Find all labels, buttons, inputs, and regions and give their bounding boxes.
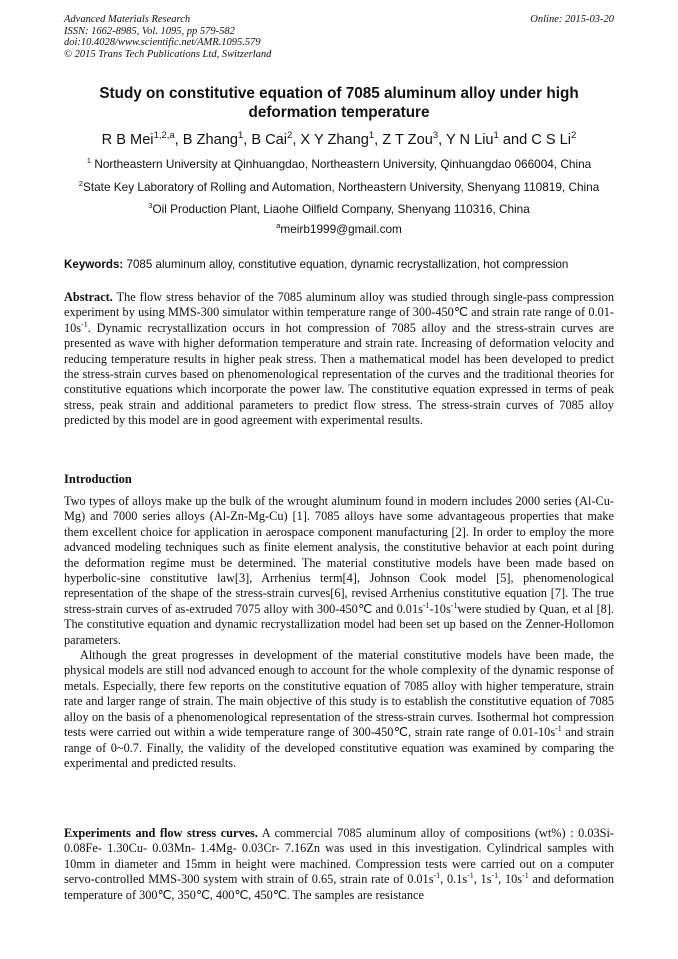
doi-line: doi:10.4028/www.scientific.net/AMR.1095.579 — [64, 37, 261, 49]
abstract-text: The flow stress behavior of the 7085 aluminum alloy was studied through single-pass compression experiment by using MMS-300 simulator within temperature range of 300-450℃ and strain rate range of 0.01-10s — [64, 290, 614, 335]
superscript: -1 — [522, 871, 529, 881]
author-separator: and — [498, 132, 532, 148]
affiliation-3 — [30, 202, 648, 216]
paragraph-text: were studied by Quan, et al [8]. The constitutive equation and dynamic recrystallization model had been set up based on the Zenner-Hollomon parameters. — [64, 601, 614, 647]
author-affiliation-mark: 1 — [368, 130, 375, 142]
affiliation-1 — [30, 157, 648, 171]
issn-line: ISSN: 1662-8985, Vol. 1095, pp 579-582 — [64, 25, 235, 37]
author-separator: , — [374, 132, 383, 148]
author-list — [30, 131, 648, 149]
author-affiliation-mark: 1 — [237, 130, 244, 142]
paragraph-text: , 0.1s — [440, 872, 468, 887]
introduction-section — [64, 494, 614, 771]
author-name: Z T Zou — [382, 132, 433, 148]
superscript: -1 — [422, 600, 430, 610]
superscript: -1 — [81, 319, 88, 329]
author-affiliation-mark: 1,2,a — [153, 130, 175, 142]
author-separator: , — [243, 132, 252, 148]
author-separator: , — [174, 132, 183, 148]
paragraph-text: and deformation temperature of 300℃, 350℃, 400℃, 450℃. The samples are resistance — [64, 872, 614, 902]
author-name: Y N Liu — [445, 132, 494, 148]
affiliation-text: Northeastern University at Qinhuangdao, Northeastern University, Qinhuangdao 066004, China — [91, 157, 592, 171]
experiments-section — [64, 826, 614, 903]
abstract — [64, 290, 614, 429]
introduction-heading: Introduction — [64, 472, 132, 486]
affiliation-number: 3 — [148, 201, 153, 211]
keywords — [64, 258, 624, 272]
keywords-text: 7085 aluminum alloy, constitutive equation, dynamic recrystallization, hot compression — [123, 258, 569, 271]
author-name: B Zhang — [182, 132, 238, 148]
superscript: -1 — [491, 871, 499, 881]
abstract-label: Abstract. — [64, 290, 113, 304]
author-affiliation-mark: 2 — [287, 130, 293, 142]
paragraph-text: -10s — [429, 601, 451, 616]
experiments-heading: Experiments and flow stress curves. — [64, 826, 258, 840]
author-affiliation-mark: 3 — [432, 130, 439, 142]
journal-header — [64, 14, 271, 60]
paragraph-text: Although the great progresses in development of the material constitutive models have been made, the physical models are still nod advanced enough to account for the whole complexity of the dynamic response of metals. Especially, there few reports on the constitutive equation of 7085 alloy with higher temperature, strain rate and larger range of strain. The main objective of this study is to establish the constitutive equation of 7085 alloy on the basis of a phenomenological representation of the stress-strain curves. Isothermal hot compression tests were carried out within a wide temperature range of 300-450℃, strain rate range of 0.01-10s — [64, 648, 614, 740]
paragraph-text: , 10s — [498, 872, 523, 887]
affiliation-text: Oil Production Plant, Liaohe Oilfield Company, Shenyang 110316, China — [152, 202, 530, 216]
abstract-text: . Dynamic recrystallization occurs in hot compression of 7085 alloy and the stress-strain curves are presented as wave with higher deformation temperature and strain rate. Increasing of deformation velocity and reducing temperature results in higher peak stress. Then a mathematical model has been developed to predict the stress-strain curves based on phenomenological representation of the curves and the traditional theories for constitutive equations which incorporate the power law. The constitutive equation expressed in terms of peak stress, peak strain and additional parameters to predict flow stress. The stress-strain curves of 7085 alloy predicted by this model are in good agreement with experimental results. — [64, 320, 614, 428]
affiliation-number: 1 — [86, 156, 92, 166]
author-separator: , — [438, 132, 446, 148]
affiliation-text: State Key Laboratory of Rolling and Automation, Northeastern University, Shenyang 110819, China — [82, 180, 600, 194]
copyright-line: © 2015 Trans Tech Publications Ltd, Switzerland — [64, 48, 272, 60]
author-affiliation-mark: 2 — [571, 130, 577, 142]
author-name: B Cai — [251, 132, 288, 148]
author-separator: , — [292, 132, 301, 148]
email-mark: a — [276, 221, 281, 231]
email-address[interactable]: meirb1999@gmail.com — [280, 222, 402, 236]
paper-title: Study on constitutive equation of 7085 aluminum alloy under high deformation temperature — [99, 85, 579, 121]
keywords-label: Keywords: — [64, 258, 124, 271]
author-email — [30, 222, 648, 236]
author-name: X Y Zhang — [300, 132, 369, 148]
author-affiliation-mark: 1 — [493, 130, 499, 142]
author-name: R B Mei — [101, 132, 154, 148]
superscript: -1 — [450, 600, 458, 610]
paragraph-text: , 1s — [473, 872, 492, 887]
introduction-paragraph-2 — [64, 648, 614, 771]
affiliation-number: 2 — [78, 179, 83, 189]
superscript: -1 — [467, 871, 474, 881]
affiliation-2 — [30, 180, 648, 194]
journal-name: Advanced Materials Research — [64, 14, 191, 25]
paragraph-text: A commercial 7085 aluminum alloy of compositions (wt%) : 0.03Si- 0.08Fe- 1.30Cu- 0.03Mn- 1.4Mg- 0.03Cr- 7.16Zn was used in this investigation. Cylindrical samples with 10mm in diameter and 15mm in height were machined. Compression tests were carried out on a computer servo-controlled MMS-300 system with strain of 0.65, strain rate of 0.01s — [64, 826, 614, 887]
superscript: -1 — [433, 871, 441, 881]
paragraph-text: and strain range of 0~0.7. Finally, the validity of the developed constitutive equation was examined by comparing the experimental and predicted results. — [64, 725, 614, 770]
paragraph-text: Two types of alloys make up the bulk of the wrought aluminum found in modern includes 2000 series (Al-Cu-Mg) and 7000 series alloys (Al-Zn-Mg-Cu) [1]. 7085 alloys have some advantageous properties that make them excellent choice for application in aerospace component manufacturing [2]. In order to employ the more advanced modeling techniques such as finite element analysis, the constitutive behavior at each point during the deformation regime must be determined. The material constitutive models have been made based on hyperbolic-sine constitutive law[3], Arrhenius term[4], Johnson Cook model [5], phenomenological representation of the shape of the stress-strain curves[6], revised Arrhenius constitutive equation [7]. The true stress-strain curves of as-extruded 7075 alloy with 300-450℃ and 0.01s — [64, 494, 614, 616]
introduction-paragraph-1 — [64, 494, 614, 648]
online-date: Online: 2015-03-20 — [530, 14, 614, 25]
author-name: C S Li — [531, 132, 572, 148]
superscript: -1 — [555, 724, 562, 733]
